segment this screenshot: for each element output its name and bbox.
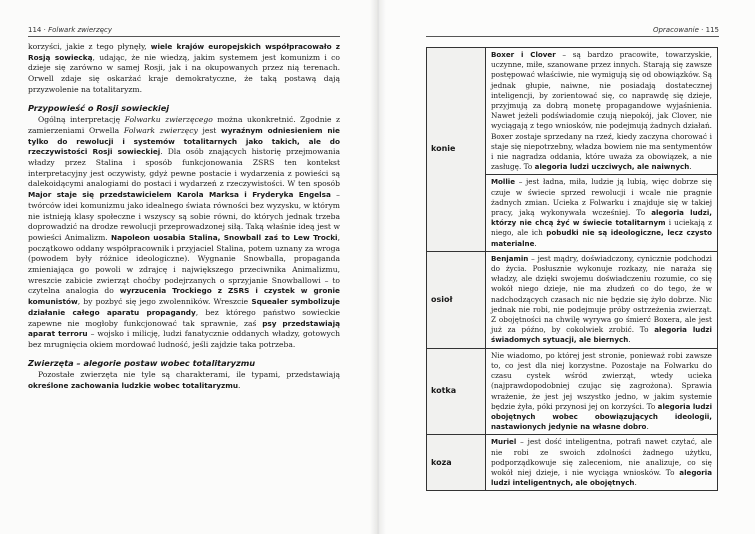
animals-table (426, 47, 718, 491)
table-row (427, 435, 718, 491)
description-cell: Nie wiadomo, po której jest stronie, ponieważ robi zawsze to, co jest dla niej korzystne. Pozostaje na Folwarku do czasu cystek wśród zwierząt, wtedy ucieka (najprawdopodobniej czując się zagrożona). Sprawia wrażenie, że jest jej wszystko jedno, w jakim systemie będzie żyła, póki przynosi jej on korzyści. To alegoria ludzi obojętnych wobec obowiązujących ideologii, nastawionych jedynie na własne dobro. (486, 348, 718, 435)
table-row (427, 348, 718, 435)
section-heading: Przypowieść o Rosji sowieckiej (28, 102, 170, 113)
description-cell: Mollie – jest ładna, miła, ludzie ją lubią, więc dobrze się czuje w świecie sprzed rewolucji i wcale nie pragnie żadnych zmian. Ucieka z Folwarku i znajduje się w takiej pracy, jaką wykonywała wcześniej. To alegoria ludzi, którzy nie chcą żyć w świecie totalitarnym i uciekają z niego, ale ich pobudki nie są ideologiczne, lecz czysto materialne. (486, 175, 718, 251)
right-running-head (426, 26, 719, 37)
animal-cell: konie (427, 48, 486, 252)
left-running-head (28, 26, 340, 37)
animal-cell: koza (427, 435, 486, 491)
left-body-text (28, 42, 340, 392)
table-row (427, 48, 718, 175)
description-cell: Benjamin – jest mądry, doświadczony, cynicznie podchodzi do życia. Posłusznie wykonuje rozkazy, nie naraża się władzy, ale dzięki swojemu doświadczeniu rozumie, co się wokół niego dzieje, nie ma złudzeń co do tego, że w nadchodzących czasach nic nie będzie się żyło dobrze. Nic jednak nie robi, nie podejmuje próby ostrzeżenia zwierząt. Z obojętności na chwilę wyrywa go śmierć Boxera, ale jest już za późno, by cokolwiek zrobić. To alegoria ludzi świadomych sytuacji, ale biernych. (486, 251, 718, 348)
section-heading: Zwierzęta – alegorie postaw wobec totalitaryzmu (28, 357, 256, 368)
head-separator: · (698, 26, 706, 34)
description-cell: Muriel – jest dość inteligentna, potrafi nawet czytać, ale nie robi ze swoich zdolności żadnego użytku, podporządkowuje się zaleceniom, nie analizuje, co się wokół niej dzieje, i nie wyciąga wniosków. To alegoria ludzi inteligentnych, ale obojętnych. (486, 435, 718, 491)
book-title: Folwark zwierzęcy (48, 26, 112, 34)
section-title: Opracowanie (652, 26, 699, 34)
page-number: 115 (705, 26, 719, 34)
animal-cell: osioł (427, 251, 486, 348)
description-cell: Boxer i Clover – są bardzo pracowite, towarzyskie, uczynne, miłe, szanowane przez innych. Starają się zawsze postępować właściwie, nie wymigują się od obowiązków. Są jednak głupie, naiwne, nie posiadają dostatecznej inteligencji, by zorientować się, co naprawdę się dzieje, przyjmują za dobrą monetę propagandowe wyjaśnienia. Nawet jeżeli podświadomie czują niepokój, jak Clover, nie wyciągają z tego wniosków, nie podejmują żadnych działań. Boxer zostaje sprzedany na rzeź, kiedy zaczyna chorować i staje się niepotrzebny, władza bowiem nie ma sentymentów i nie nagradza oddania, które uważa za obowiązek, a nie zasługę. To alegoria ludzi uczciwych, ale naiwnych. (486, 48, 718, 175)
paragraph: Pozostałe zwierzęta nie tyle są charakterami, ile typami, przedstawiają określone zachowania ludzkie wobec totalitaryzmu. (28, 370, 340, 391)
table-row (427, 251, 718, 348)
paragraph: korzyści, jakie z tego płynęły, wiele krajów europejskich współpracowało z Rosją sowiecką, udając, że nie wiedzą, jakim systemem jest komunizm i co dzieje się zarówno w samej Rosji, jak i na okupowanych przez nią terenach. Orwell zdaje się oskarżać kraje demokratyczne, że taką postawą dają przyzwolenie na totalitaryzm. (28, 42, 341, 94)
head-separator: · (41, 26, 49, 34)
page-number: 114 (28, 26, 42, 34)
paragraph: Ogólną interpretację Folwarku zwierzęcego można ukonkretnić. Zgodnie z zamierzeniami Orwella Folwark zwierzęcy jest wyraźnym odniesieniem nie tylko do rewolucji i systemów totalitarnych jako takich, ale do rzeczywistości Rosji sowieckiej. Dla osób znających historię przejmowania władzy przez Stalina i sposób funkcjonowania ZSRS ten kontekst interpretacyjny jest oczywisty, gdyż pewne postacie i wydarzenia z powieści są dalekoidącymi analogiami do postaci i wydarzeń z rzeczywistości. W ten sposób Major staje się przedstawicielem Karola Marksa i Fryderyka Engelsa – twórców idei komunizmu jako idealnego świata równości bez wyzysku, w którym nie istnieją klasy społeczne i wszyscy są sobie równi, do których jednak trzeba doprowadzić na drodze rewolucji przeprowadzonej siłą. Taką właśnie ideą jest w powieści Animalizm. Napoleon uosabia Stalina, Snowball zaś to Lew Trocki, początkowo oddany współpracownik i przyjaciel Stalina, potem uznany za wroga (powodem były różnice ideologiczne). Wygnanie Snowballa, propaganda zmieniająca go powoli w zdrajcę i największego przeciwnika Animalizmu, wreszcie zabicie zwierząt choćby podejrzanych o sprzyjanie Snowballowi – to czytelna analogia do wyrzucenia Trockiego z ZSRS i czystek w gronie komunistów, by pozbyć się jego zwolenników. Wreszcie Squealer symbolizuje działanie całego aparatu propagandy, bez którego państwo sowieckie zapewne nie mogłoby funkcjonować tak sprawnie, zaś psy przedstawiają aparat terroru – wojsko i milicję, ludzi fanatycznie oddanych władzy, gotowych bez mrugnięcia okiem mordować ludność, jeśli zajdzie taka potrzeba. (28, 115, 341, 349)
animal-cell: kotka (427, 348, 486, 435)
